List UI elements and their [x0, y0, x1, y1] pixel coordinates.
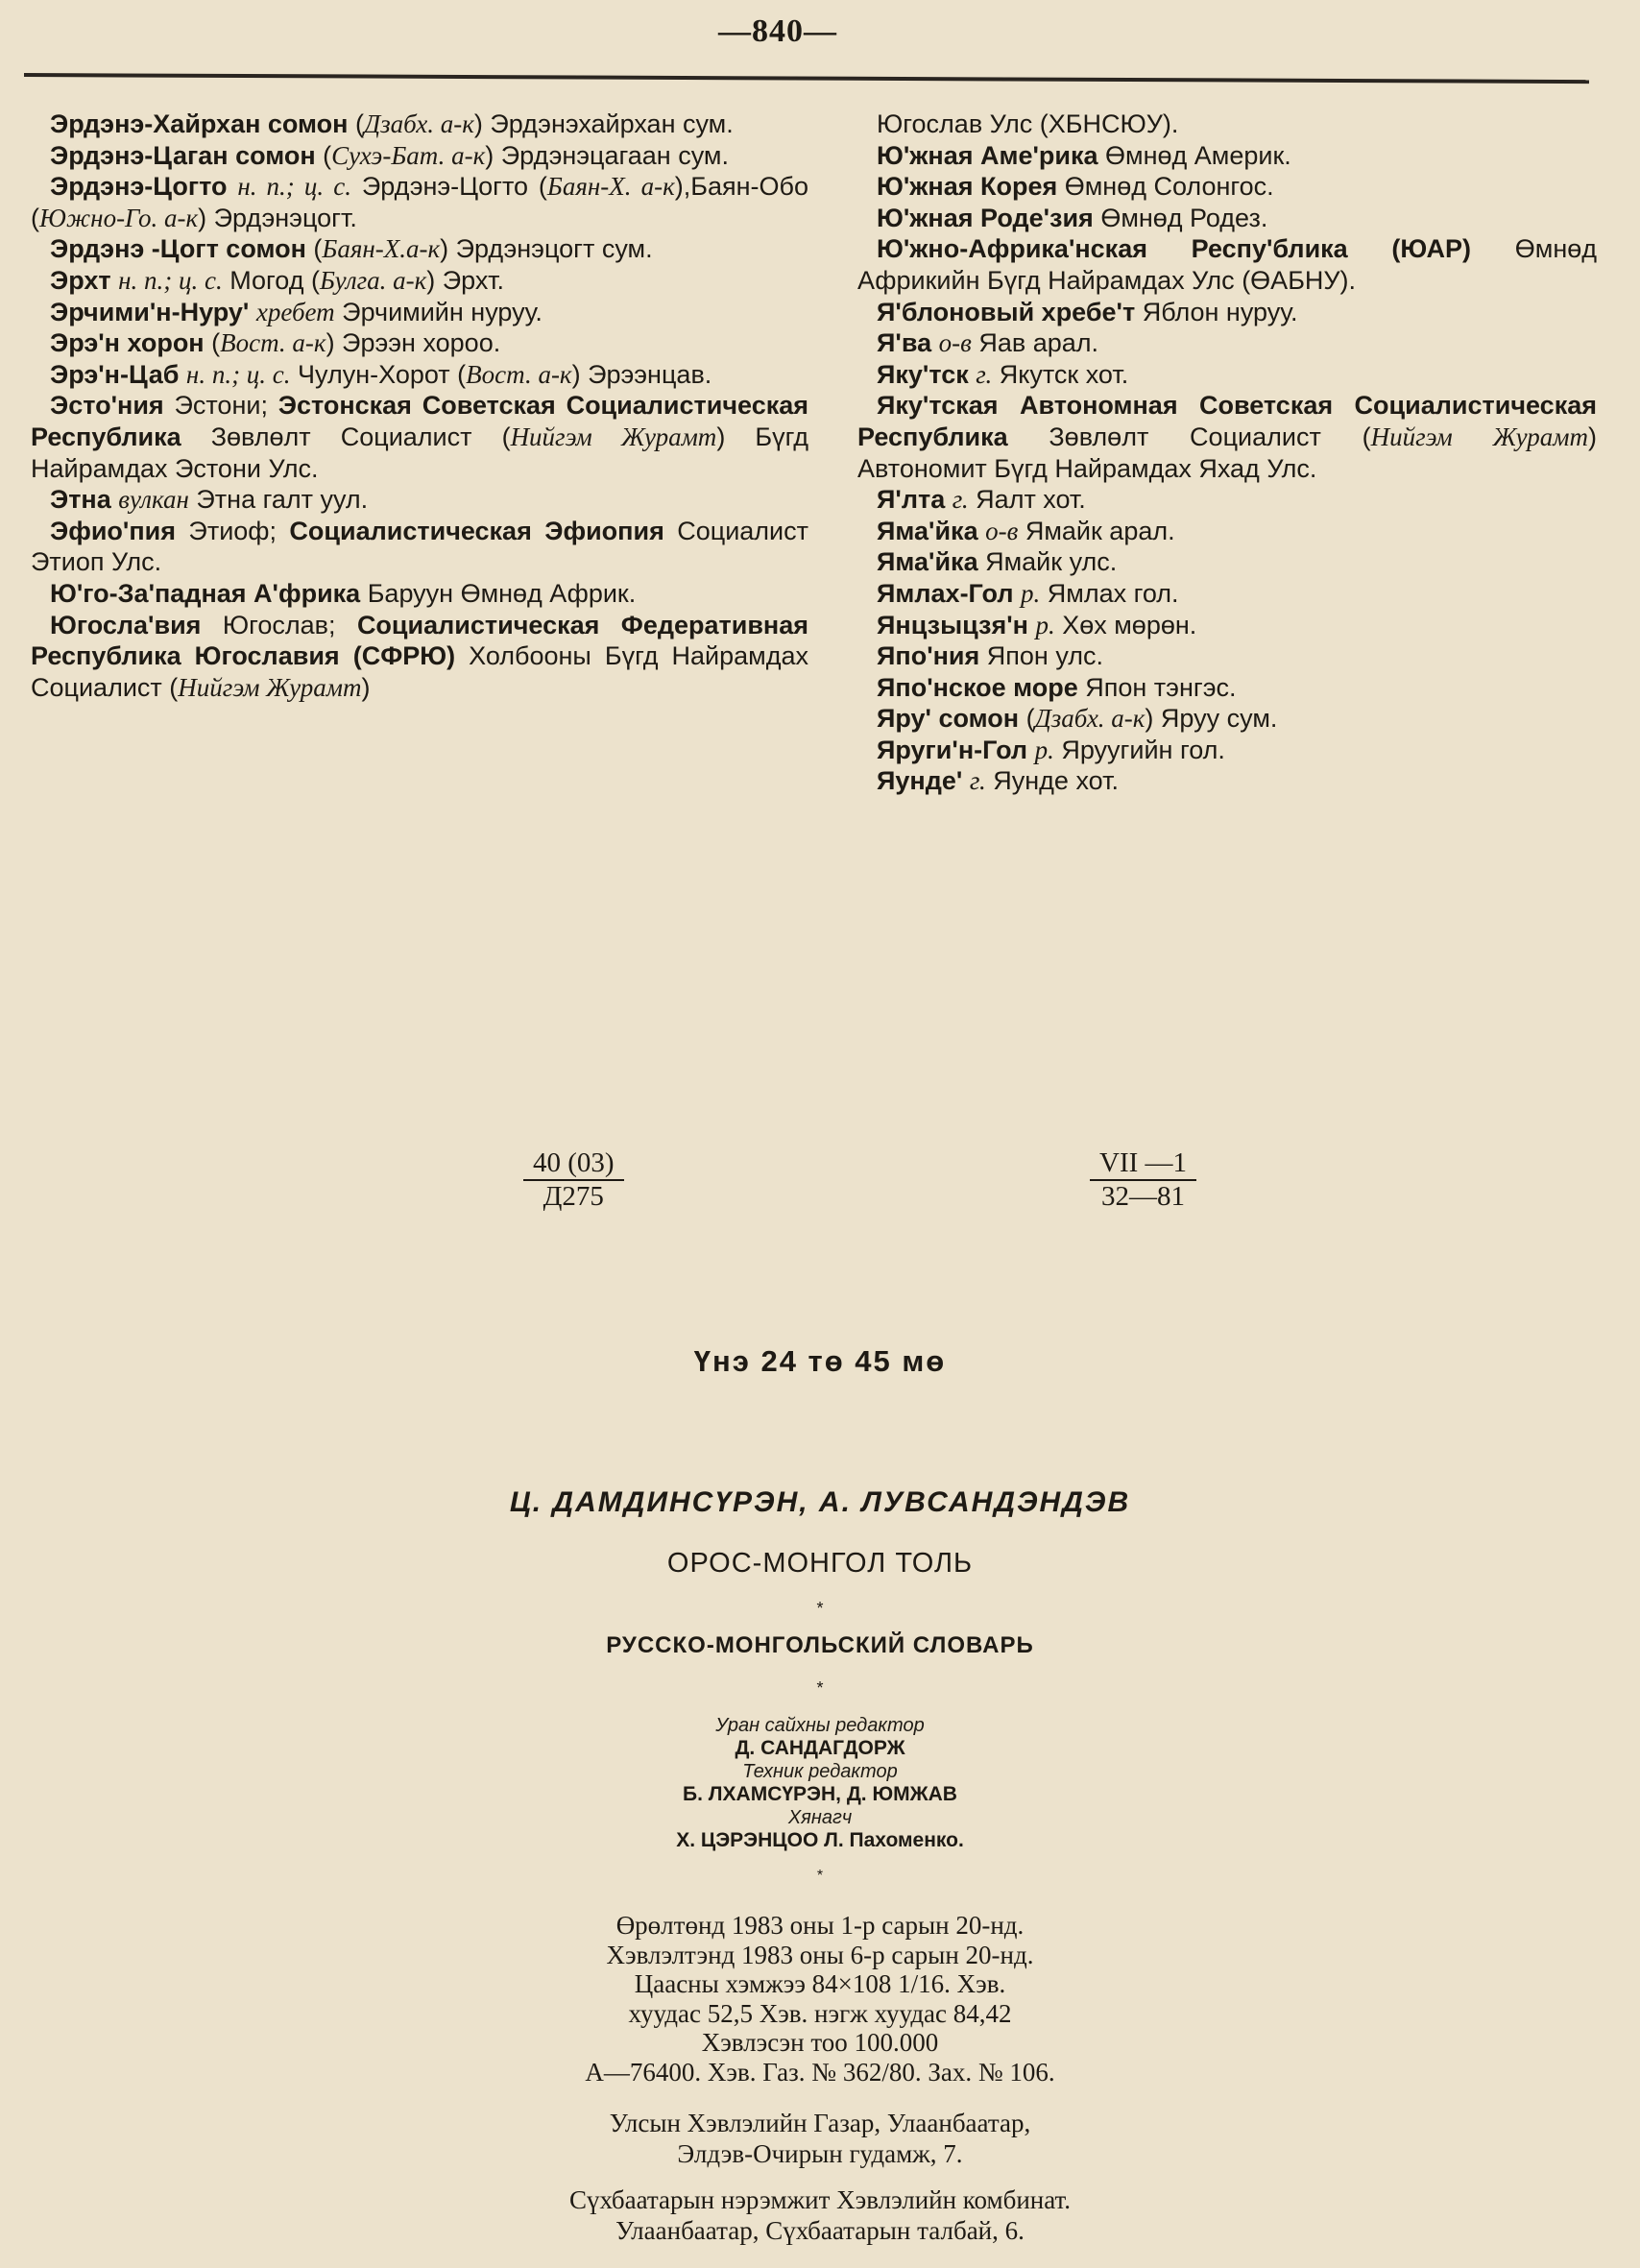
dictionary-entry: Эрхт н. п.; ц. с. Могод (Булга. а-к) Эрхт. — [50, 265, 504, 295]
dictionary-entry: Эсто'ния Эстони; Эстонская Советская Социалистическая Республика Зөвлөлт Социалист (Нийгэм Журамт) Бүгд Найрамдах Эстони Улс. — [31, 391, 808, 483]
dictionary-entry: Япо'нское море Япон тэнгэс. — [877, 672, 1237, 702]
page-number: —840— — [718, 13, 837, 49]
dictionary-entry: Яруги'н-Гол р. Яруугийн гол. — [877, 735, 1225, 764]
dictionary-entry: Яру' сомон (Дзабх. а-к) Яруу сум. — [877, 704, 1278, 734]
dictionary-entry: Я'ва о-в Яав арал. — [877, 328, 1098, 358]
dictionary-entry: Ю'жная Роде'зия Өмнөд Родез. — [877, 203, 1268, 232]
publisher — [0, 2108, 1640, 2169]
printer-line: Сүхбаатарын нэрэмжит Хэвлэлийн комбинат. — [568, 2185, 1072, 2214]
separator-asterisk: * — [816, 1599, 824, 1618]
dictionary-entry: Яма'йка Ямайк улс. — [877, 547, 1118, 577]
tech-editor-names: Б. ЛХАМСҮРЭН, Д. ЮМЖАВ — [683, 1783, 957, 1805]
printer-line: Улаанбаатар, Сүхбаатарын талбай, 6. — [615, 2216, 1025, 2245]
dictionary-entry: Ю'го-За'падная А'фрика Баруун Өмнөд Африк. — [50, 578, 637, 608]
print-line: хуудас 52,5 Хэв. нэгж хуудас 84,42 — [628, 1998, 1012, 2028]
dictionary-entry: Эрдэнэ-Цогто н. п.; ц. с. Эрдэнэ-Цогто (Баян-Х. а-к),Баян-Обо (Южно-Го. а-к) Эрдэнэцогт. — [31, 172, 808, 232]
dictionary-entry: Этна вулкан Этна галт уул. — [50, 485, 369, 515]
title-russian: РУССКО-МОНГОЛЬСКИЙ СЛОВАРЬ — [606, 1632, 1034, 1658]
art-editor-name: Д. САНДАГДОРЖ — [735, 1737, 905, 1759]
tech-editor-role: Техник редактор — [742, 1761, 898, 1782]
classification-right-bottom: 32—81 — [1101, 1181, 1185, 1212]
dictionary-entry: Эрдэнэ -Цогт сомон (Баян-Х.а-к) Эрдэнэцогт сум. — [50, 234, 653, 264]
dictionary-entry: Яунде' г. Яунде хот. — [877, 766, 1119, 796]
dictionary-entry: Яку'тская Автономная Советская Социалистическая Республика Зөвлөлт Социалист (Нийгэм Журамт) Автономит Бүгд Найрамдах Яхад Улс. — [857, 391, 1597, 483]
print-line: Хэвлэсэн тоо 100.000 — [701, 2028, 939, 2057]
art-editor-role: Уран сайхны редактор — [715, 1715, 925, 1736]
publisher-line: Улсын Хэвлэлийн Газар, Улаанбаатар, — [609, 2109, 1031, 2137]
dictionary-entry: Янцзыцзя'н р. Хөх мөрөн. — [877, 610, 1197, 639]
dictionary-entry: Эрчими'н-Нуру' хребет Эрчимийн нуруу. — [50, 297, 543, 326]
print-line: А—76400. Хэв. Газ. № 362/80. Зах. № 106. — [585, 2057, 1055, 2087]
proofreader-role: Хянагч — [787, 1807, 853, 1828]
dictionary-entry: Ямлах-Гол р. Ямлах гол. — [877, 578, 1179, 608]
credits — [0, 1714, 1640, 1852]
dictionary-entry: Я'лта г. Яалт хот. — [877, 485, 1086, 515]
separator-asterisk: * — [816, 1678, 824, 1698]
printer — [0, 2184, 1640, 2246]
dictionary-entry: Япо'ния Япон улс. — [877, 641, 1104, 671]
print-line: Өрөлтөнд 1983 оны 1-р сарын 20-нд. — [615, 1911, 1025, 1940]
print-line: Хэвлэлтэнд 1983 оны 6-р сарын 20-нд. — [606, 1940, 1034, 1969]
dictionary-column-left — [31, 109, 808, 703]
dictionary-entry: Эфио'пия Этиоф; Социалистическая Эфиопия Социалист Этиоп Улс. — [31, 516, 809, 577]
dictionary-entry: Ю'жная Аме'рика Өмнөд Америк. — [877, 140, 1291, 170]
authors: Ц. ДАМДИНСҮРЭН, А. ЛУВСАНДЭНДЭВ — [509, 1486, 1131, 1518]
classification-left-top: 40 (03) — [523, 1147, 624, 1181]
header-rule — [24, 73, 1589, 84]
dictionary-entry: Ю'жная Корея Өмнөд Солонгос. — [877, 172, 1274, 202]
price: Үнэ 24 тө 45 мө — [693, 1344, 947, 1378]
dictionary-entry: Яма'йка о-в Ямайк арал. — [877, 516, 1175, 545]
classification-right-top: VII —1 — [1090, 1147, 1196, 1181]
separator-asterisk: * — [816, 1868, 824, 1884]
dictionary-entry: Эрдэнэ-Хайрхан сомон (Дзабх. а-к) Эрдэнэхайрхан сум. — [50, 109, 734, 138]
classification-code-left — [523, 1147, 624, 1213]
dictionary-entry: Эрдэнэ-Цаган сомон (Сухэ-Бат. а-к) Эрдэнэцагаан сум. — [50, 140, 729, 170]
dictionary-column-right — [857, 109, 1597, 797]
dictionary-entry: Югосла'вия Югослав; Социалистическая Федеративная Республика Югославия (СФРЮ) Холбооны Бүгд Найрамдах Социалист (Нийгэм Журамт) — [31, 610, 808, 702]
print-details — [0, 1911, 1640, 2087]
dictionary-entry: Эрэ'н хорон (Вост. а-к) Эрээн хороо. — [50, 328, 501, 358]
title-mongolian: ОРОС-МОНГОЛ ТОЛЬ — [666, 1548, 974, 1579]
dictionary-entry: Яку'тск г. Якутск хот. — [877, 359, 1129, 389]
dictionary-entry: Эрэ'н-Цаб н. п.; ц. с. Чулун-Хорот (Вост. а-к) Эрээнцав. — [50, 359, 712, 389]
classification-left-bottom: Д275 — [543, 1181, 604, 1212]
dictionary-entry: Я'блоновый хребе'т Яблон нуруу. — [877, 297, 1298, 326]
publisher-line: Элдэв-Очирын гудамж, 7. — [677, 2139, 963, 2168]
dictionary-entry: Ю'жно-Африка'нская Респу'блика (ЮАР) Өмнөд Африкийн Бүгд Найрамдах Улс (ӨАБНУ). — [857, 234, 1597, 295]
print-line: Цаасны хэмжээ 84×108 1/16. Хэв. — [634, 1969, 1006, 1998]
classification-code-right — [1090, 1147, 1196, 1213]
proofreader-names: Х. ЦЭРЭНЦОО Л. Пахоменко. — [676, 1829, 964, 1851]
dictionary-entry: Югослав Улс (ХБНСЮУ). — [877, 109, 1179, 138]
